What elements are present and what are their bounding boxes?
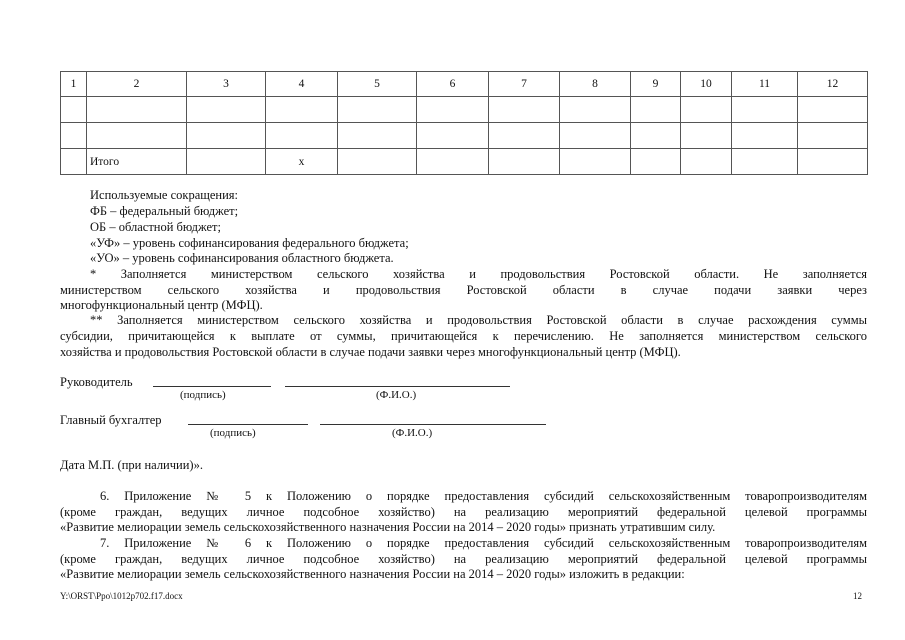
table-cell [417, 149, 489, 175]
table-cell [61, 97, 87, 123]
head-label: Руководитель [60, 375, 133, 389]
paragraph-6-line: (кроме граждан, ведущих личное подсобное хозяйство) на реализацию мероприятий федеральной целевой программы [60, 505, 867, 519]
paragraph-7-line: «Развитие мелиорации земель сельскохозяйственного назначения России на 2014 – 2020 годы» изложить в редакции: [60, 567, 685, 581]
note-star-line: многофункциональный центр (МФЦ). [60, 298, 263, 312]
note-star-line: * Заполняется министерством сельского хозяйства и продовольствия Ростовской области. Не заполняется [90, 267, 867, 281]
column-number: 11 [732, 72, 798, 97]
signature-caption: (подпись) [180, 389, 226, 401]
column-number: 7 [489, 72, 560, 97]
table-cell [560, 149, 631, 175]
paragraph-7-line: 7. Приложение № 6 к Положению о порядке предоставления субсидий сельскохозяйственным товаропроизводителям [100, 536, 867, 550]
data-table [60, 71, 868, 175]
table-cell [338, 97, 417, 123]
note-double-star-line: субсидии, причитающейся к выплате от суммы, причитающейся к перечислению. Не заполняется министерством сельского [60, 329, 867, 343]
table-cell [87, 123, 187, 149]
table-cell [681, 97, 732, 123]
table-cell [61, 123, 87, 149]
table-cell [732, 149, 798, 175]
head-name-line [285, 386, 510, 387]
column-number: 3 [187, 72, 266, 97]
table-cell [798, 97, 868, 123]
column-number: 10 [681, 72, 732, 97]
note-double-star-line: хозяйства и продовольствия Ростовской области в случае подачи заявки через многофункциональный центр (МФЦ). [60, 345, 681, 359]
total-label: Итого [87, 149, 187, 175]
table-cell [338, 123, 417, 149]
accountant-label: Главный бухгалтер [60, 413, 162, 427]
column-number: 8 [560, 72, 631, 97]
table-cell [798, 123, 868, 149]
column-number: 1 [61, 72, 87, 97]
abbreviation-item: ФБ – федеральный бюджет; [90, 204, 239, 218]
total-x-mark: х [266, 149, 338, 175]
table-cell [266, 97, 338, 123]
page-number: 12 [853, 591, 862, 601]
column-number: 12 [798, 72, 868, 97]
name-caption: (Ф.И.О.) [392, 427, 433, 439]
table-cell [631, 97, 681, 123]
table-cell [187, 149, 266, 175]
name-caption: (Ф.И.О.) [376, 389, 417, 401]
abbreviation-item: «УФ» – уровень софинансирования федерального бюджета; [90, 236, 409, 250]
table-cell [417, 97, 489, 123]
table-cell [61, 149, 87, 175]
table-cell [732, 97, 798, 123]
table-header-row [61, 72, 868, 97]
signature-caption: (подпись) [210, 427, 256, 439]
table-cell [417, 123, 489, 149]
table-row [61, 123, 868, 149]
table-cell [489, 149, 560, 175]
accountant-signature-line [188, 424, 308, 425]
column-number: 2 [87, 72, 187, 97]
date-line: Дата М.П. (при наличии)». [60, 458, 203, 472]
table-cell [187, 97, 266, 123]
paragraph-6-line: «Развитие мелиорации земель сельскохозяйственного назначения России на 2014 – 2020 годы» признать утратившим силу. [60, 520, 716, 534]
table-cell [681, 149, 732, 175]
abbreviation-item: ОБ – областной бюджет; [90, 220, 221, 234]
column-number: 6 [417, 72, 489, 97]
table-cell [560, 123, 631, 149]
paragraph-7-line: (кроме граждан, ведущих личное подсобное хозяйство) на реализацию мероприятий федеральной целевой программы [60, 552, 867, 566]
table-cell [489, 123, 560, 149]
paragraph-6-line: 6. Приложение № 5 к Положению о порядке предоставления субсидий сельскохозяйственным товаропроизводителям [100, 489, 867, 503]
table-cell [681, 123, 732, 149]
table-cell [732, 123, 798, 149]
head-signature-line [153, 386, 271, 387]
abbreviations-title: Используемые сокращения: [90, 188, 239, 202]
table-cell [631, 149, 681, 175]
table-cell [631, 123, 681, 149]
table-cell [798, 149, 868, 175]
note-star-line: министерством сельского хозяйства и продовольствия Ростовской области в случае подачи заявки через [60, 283, 867, 297]
table-cell [87, 97, 187, 123]
table-cell [560, 97, 631, 123]
accountant-name-line [320, 424, 546, 425]
column-number: 5 [338, 72, 417, 97]
table-cell [489, 97, 560, 123]
column-number: 9 [631, 72, 681, 97]
table-cell [338, 149, 417, 175]
abbreviation-item: «УО» – уровень софинансирования областного бюджета. [90, 251, 394, 265]
table-total-row [61, 149, 868, 175]
table-cell [266, 123, 338, 149]
column-number: 4 [266, 72, 338, 97]
table-row [61, 97, 868, 123]
footer-file-path: Y:\ORST\Ppo\1012p702.f17.docx [60, 591, 183, 601]
table-cell [187, 123, 266, 149]
note-double-star-line: ** Заполняется министерством сельского хозяйства и продовольствия Ростовской области в случае расхождения суммы [90, 313, 867, 327]
